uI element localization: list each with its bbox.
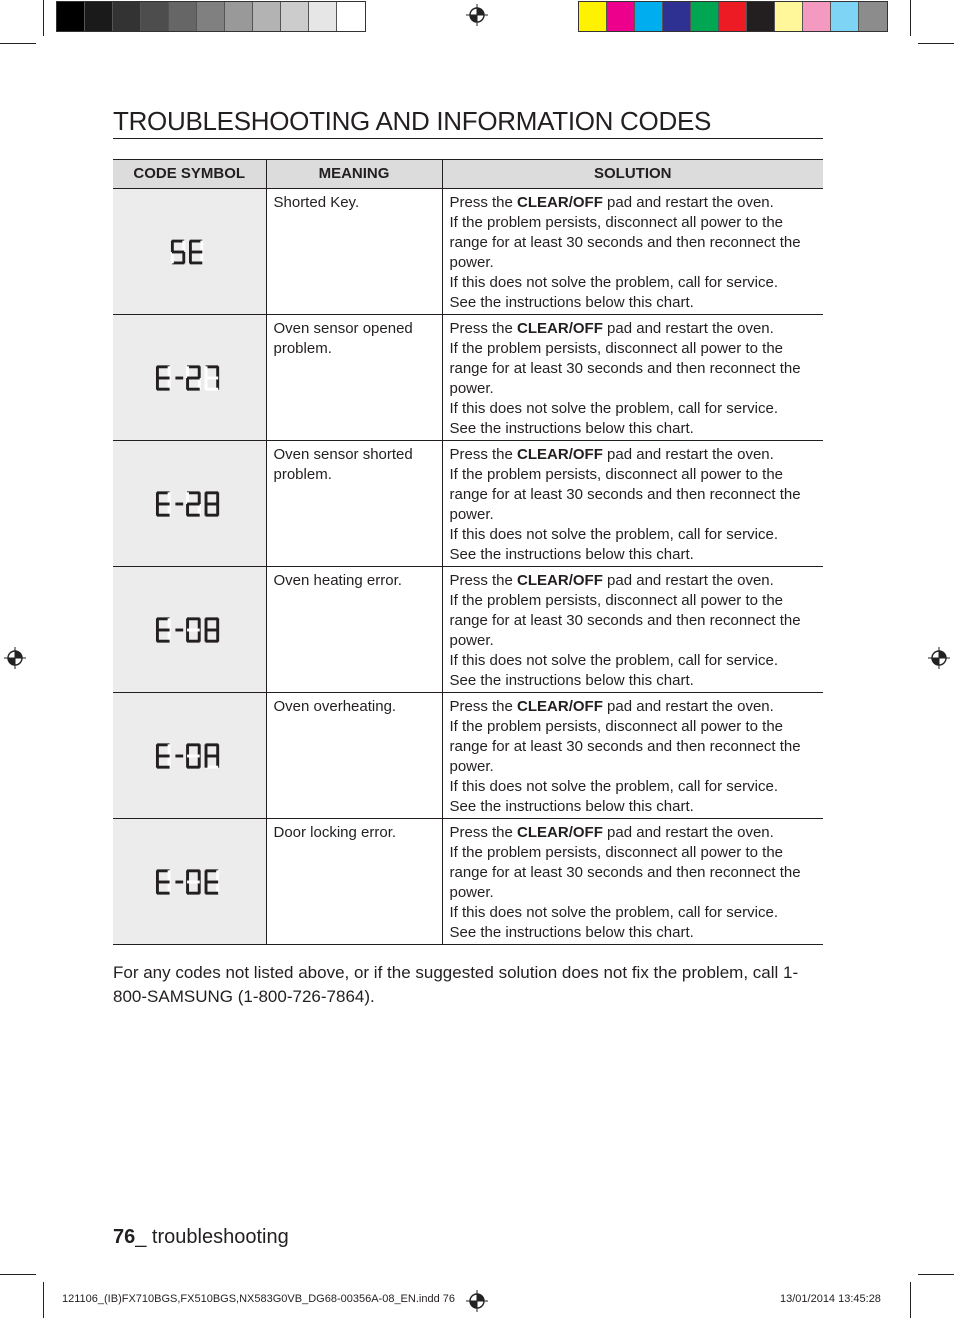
color-swatch — [803, 2, 831, 31]
color-swatch — [775, 2, 803, 31]
solution-disconnect: If the problem persists, disconnect all power to the range for at least 30 seconds and then reconnect the power. — [449, 592, 801, 649]
gray-swatch — [309, 2, 337, 31]
process-color-bar — [578, 1, 888, 32]
crop-mark — [43, 0, 44, 36]
color-swatch — [635, 2, 663, 31]
lcd-code-display — [155, 368, 224, 385]
solution-restart: Press the CLEAR/OFF pad and restart the oven. — [449, 572, 774, 589]
crop-mark — [918, 43, 954, 44]
gray-swatch — [169, 2, 197, 31]
solution-cell — [442, 693, 823, 819]
crop-mark — [0, 43, 36, 44]
clear-off-key: CLEAR/OFF — [517, 320, 603, 337]
gray-swatch — [141, 2, 169, 31]
gray-swatch — [253, 2, 281, 31]
gray-swatch — [197, 2, 225, 31]
table-row — [113, 693, 823, 819]
crop-mark — [910, 0, 911, 36]
clear-off-key: CLEAR/OFF — [517, 194, 603, 211]
solution-restart: Press the CLEAR/OFF pad and restart the oven. — [449, 698, 774, 715]
registration-mark-icon — [466, 1290, 488, 1312]
code-symbol-cell — [113, 441, 266, 567]
meaning-cell: Shorted Key. — [266, 189, 442, 315]
header-solution: SOLUTION — [442, 160, 823, 189]
code-symbol-cell — [113, 693, 266, 819]
solution-cell — [442, 819, 823, 945]
table-header-row — [113, 160, 823, 189]
gray-swatch — [225, 2, 253, 31]
solution-cell — [442, 441, 823, 567]
header-code-symbol: CODE SYMBOL — [113, 160, 266, 189]
solution-see-below: See the instructions below this chart. — [449, 546, 694, 563]
crop-mark — [0, 1274, 36, 1275]
solution-restart: Press the CLEAR/OFF pad and restart the oven. — [449, 824, 774, 841]
table-row — [113, 189, 823, 315]
solution-disconnect: If the problem persists, disconnect all power to the range for at least 30 seconds and then reconnect the power. — [449, 718, 801, 775]
color-swatch — [747, 2, 775, 31]
solution-service: If this does not solve the problem, call for service. — [449, 778, 778, 795]
lcd-code-display — [155, 872, 224, 889]
solution-restart: Press the CLEAR/OFF pad and restart the oven. — [449, 194, 774, 211]
lcd-code-display — [155, 494, 224, 511]
color-swatch — [579, 2, 607, 31]
registration-mark-icon — [466, 4, 488, 26]
solution-disconnect: If the problem persists, disconnect all power to the range for at least 30 seconds and then reconnect the power. — [449, 466, 801, 523]
registration-mark-icon — [928, 647, 950, 669]
color-swatch — [831, 2, 859, 31]
solution-restart: Press the CLEAR/OFF pad and restart the oven. — [449, 320, 774, 337]
color-swatch — [607, 2, 635, 31]
meaning-cell: Oven overheating. — [266, 693, 442, 819]
gray-swatch — [337, 2, 365, 31]
page-footer — [113, 1226, 289, 1249]
meaning-cell: Oven sensor shorted problem. — [266, 441, 442, 567]
solution-see-below: See the instructions below this chart. — [449, 672, 694, 689]
registration-mark-icon — [4, 647, 26, 669]
solution-service: If this does not solve the problem, call for service. — [449, 904, 778, 921]
solution-service: If this does not solve the problem, call for service. — [449, 274, 778, 291]
code-symbol-cell — [113, 567, 266, 693]
gray-swatch — [281, 2, 309, 31]
solution-cell — [442, 567, 823, 693]
solution-see-below: See the instructions below this chart. — [449, 420, 694, 437]
lcd-code-display — [155, 746, 224, 763]
meaning-cell: Oven sensor opened problem. — [266, 315, 442, 441]
solution-see-below: See the instructions below this chart. — [449, 798, 694, 815]
crop-mark — [918, 1274, 954, 1275]
code-symbol-cell — [113, 315, 266, 441]
table-row — [113, 819, 823, 945]
clear-off-key: CLEAR/OFF — [517, 824, 603, 841]
clear-off-key: CLEAR/OFF — [517, 572, 603, 589]
meaning-cell: Oven heating error. — [266, 567, 442, 693]
crop-mark — [43, 1282, 44, 1318]
lcd-code-display — [155, 620, 224, 637]
table-row — [113, 441, 823, 567]
section-name: _ troubleshooting — [135, 1226, 289, 1248]
solution-see-below: See the instructions below this chart. — [449, 924, 694, 941]
page-title: TROUBLESHOOTING AND INFORMATION CODES — [113, 106, 823, 139]
solution-disconnect: If the problem persists, disconnect all power to the range for at least 30 seconds and then reconnect the power. — [449, 340, 801, 397]
color-swatch — [719, 2, 747, 31]
print-slug-filename: 121106_(IB)FX710BGS,FX510BGS,NX583G0VB_DG68-00356A-08_EN.indd 76 — [62, 1293, 455, 1305]
page-number: 76 — [113, 1226, 136, 1248]
service-note: For any codes not listed above, or if the suggested solution does not fix the problem, call 1-800-SAMSUNG (1-800-726-7864). — [113, 963, 799, 1006]
gray-swatch — [57, 2, 85, 31]
print-slug-timestamp: 13/01/2014 13:45:28 — [780, 1293, 881, 1305]
solution-restart: Press the CLEAR/OFF pad and restart the oven. — [449, 446, 774, 463]
color-swatch — [691, 2, 719, 31]
code-symbol-cell — [113, 819, 266, 945]
grayscale-color-bar — [56, 1, 366, 32]
gray-swatch — [113, 2, 141, 31]
solution-cell — [442, 315, 823, 441]
lcd-code-display — [170, 242, 208, 259]
table-row — [113, 567, 823, 693]
solution-service: If this does not solve the problem, call for service. — [449, 526, 778, 543]
code-symbol-cell — [113, 189, 266, 315]
clear-off-key: CLEAR/OFF — [517, 698, 603, 715]
meaning-cell: Door locking error. — [266, 819, 442, 945]
gray-swatch — [85, 2, 113, 31]
solution-disconnect: If the problem persists, disconnect all power to the range for at least 30 seconds and then reconnect the power. — [449, 214, 801, 271]
table-row — [113, 315, 823, 441]
solution-disconnect: If the problem persists, disconnect all power to the range for at least 30 seconds and then reconnect the power. — [449, 844, 801, 901]
solution-service: If this does not solve the problem, call for service. — [449, 652, 778, 669]
solution-service: If this does not solve the problem, call for service. — [449, 400, 778, 417]
clear-off-key: CLEAR/OFF — [517, 446, 603, 463]
color-swatch — [663, 2, 691, 31]
header-meaning: MEANING — [266, 160, 442, 189]
solution-see-below: See the instructions below this chart. — [449, 294, 694, 311]
solution-cell — [442, 189, 823, 315]
info-codes-table — [113, 159, 823, 945]
crop-mark — [910, 1282, 911, 1318]
color-swatch — [859, 2, 887, 31]
